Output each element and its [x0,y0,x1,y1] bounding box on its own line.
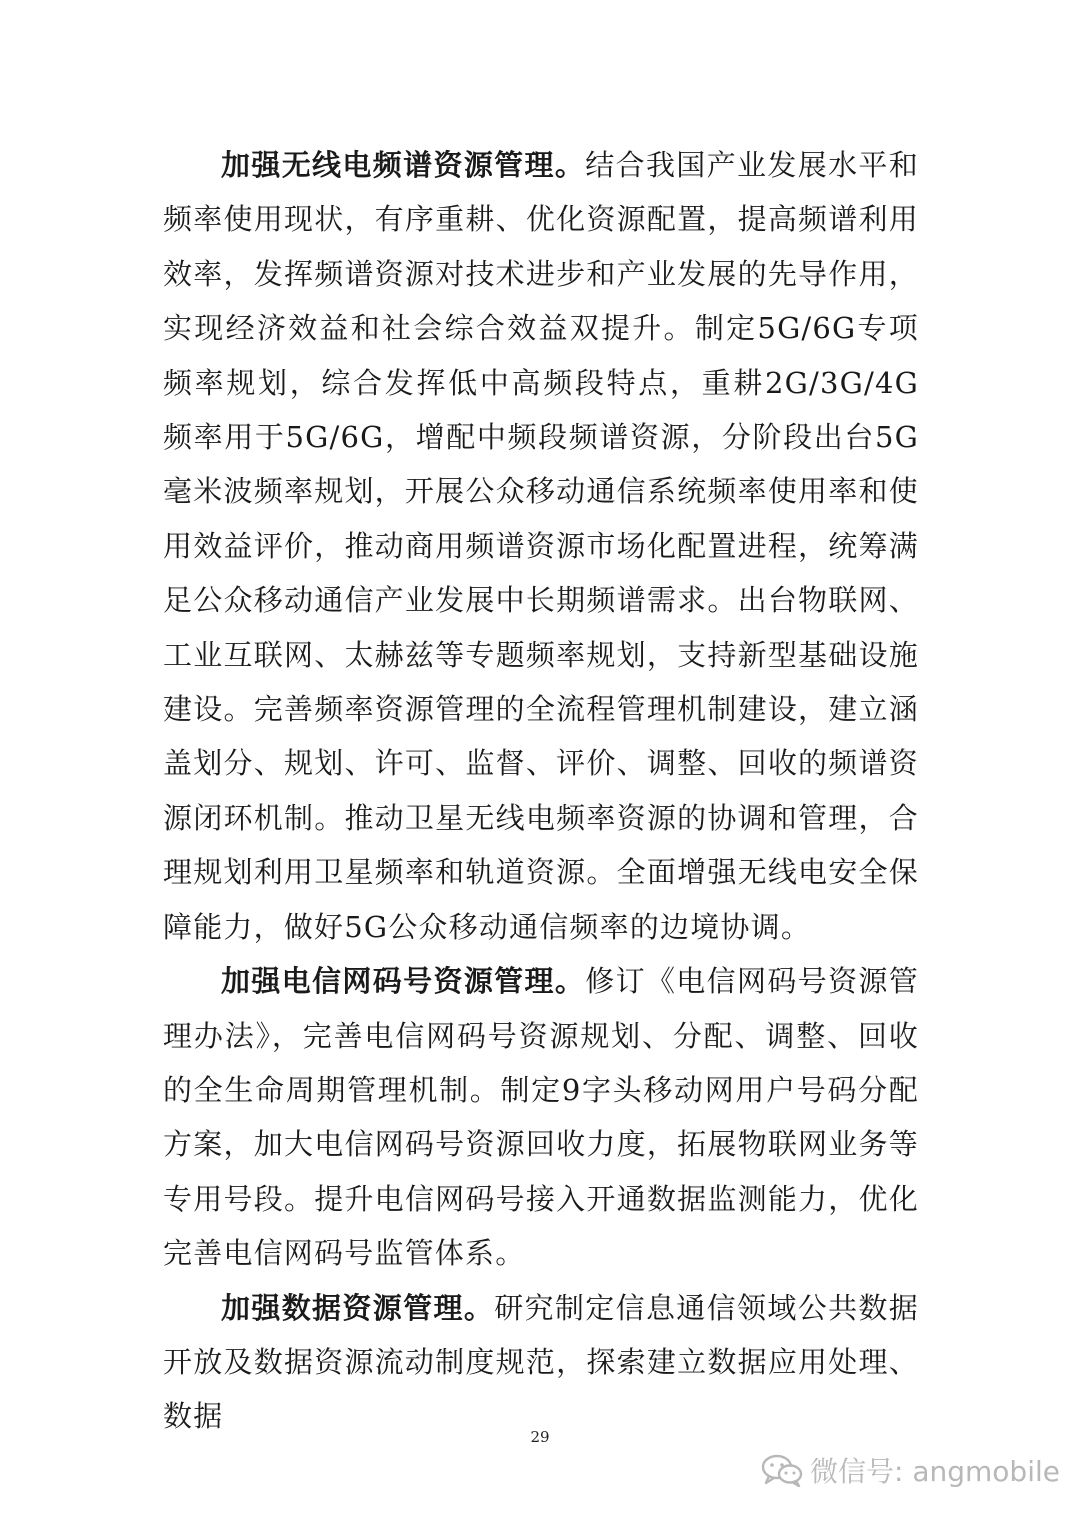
paragraph-body: 修订《电信网码号资源管理办法》，完善电信网码号资源规划、分配、调整、回收的全生命周期管理机制。制定9字头移动网用户号码分配方案，加大电信网码号资源回收力度，拓展物联网业务等专用号段。提升电信网码号接入开通数据监测能力，优化完善电信网码号监管体系。 [163,964,919,1271]
paragraph-data [163,1281,919,1444]
wechat-icon [760,1453,804,1487]
paragraph-heading: 加强无线电频谱资源管理。 [221,148,586,182]
page-number: 29 [530,1428,550,1446]
paragraph-heading: 加强数据资源管理。 [221,1290,495,1325]
document-page [163,138,919,1444]
paragraph-heading: 加强电信网码号资源管理。 [221,964,586,999]
paragraph-spectrum [163,138,919,954]
watermark-text: 微信号: angmobile [810,1455,1060,1488]
paragraph-body: 研究制定信息通信领域公共数据开放及数据资源流动制度规范，探索建立数据应用处理、数据 [163,1290,919,1434]
paragraph-body: 结合我国产业发展水平和频率使用现状，有序重耕、优化资源配置，提高频谱利用效率，发挥频谱资源对技术进步和产业发展的先导作用，实现经济效益和社会综合效益双提升。制定5G/6G专项频率规划，综合发挥低中高频段特点，重耕2G/3G/4G频率用于5G/6G，增配中频段频谱资源，分阶段出台5G毫米波频率规划，开展公众移动通信系统频率使用率和使用效益评价，推动商用频谱资源市场化配置进程，统筹满足公众移动通信产业发展中长期频谱需求。出台物联网、工业互联网、太赫兹等专题频率规划，支持新型基础设施建设。完善频率资源管理的全流程管理机制建设，建立涵盖划分、规划、许可、监督、评价、调整、回收的频谱资源闭环机制。推动卫星无线电频率资源的协调和管理，合理规划利用卫星频率和轨道资源。全面增强无线电安全保障能力，做好5G公众移动通信频率的边境协调。 [163,148,919,944]
watermark [760,1450,1060,1490]
paragraph-numbering [163,954,919,1280]
